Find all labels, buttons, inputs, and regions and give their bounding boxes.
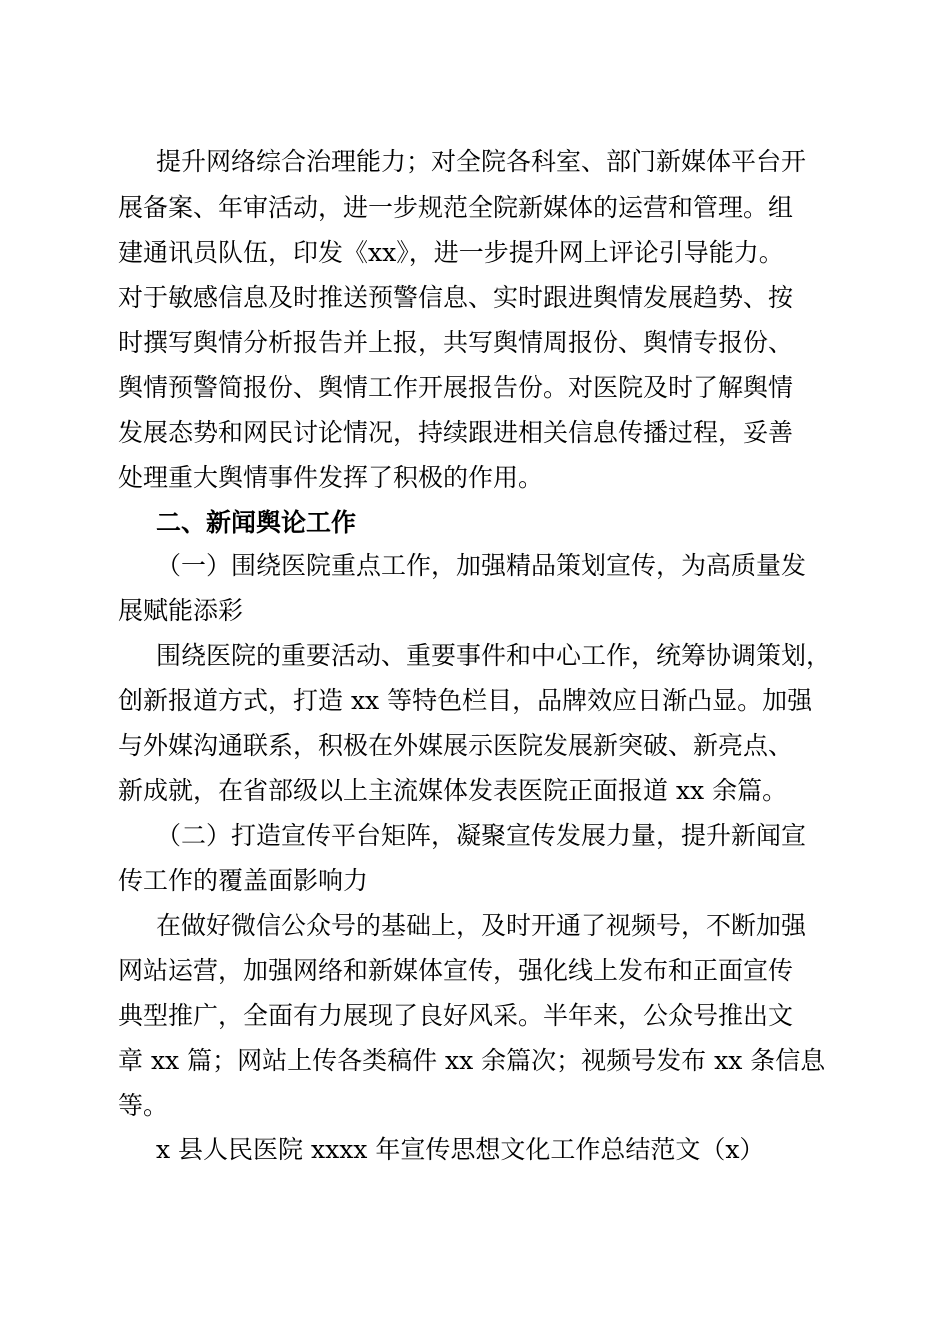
paragraph-line — [0, 368, 950, 408]
paragraph-line — [0, 458, 950, 498]
text-line: 围绕医院的重要活动、重要事件和中心工作，统筹协调策划， — [156, 641, 832, 670]
paragraph-line — [0, 906, 950, 946]
paragraph-line — [0, 636, 950, 676]
text-line: 与外媒沟通联系，积极在外媒展示医院发展新突破、新亮点、 — [118, 731, 794, 760]
text-line: 网站运营，加强网络和新媒体宣传，强化线上发布和正面宣传 — [118, 956, 794, 985]
text-line: （一）围绕医院重点工作，加强精品策划宣传，为高质量发 — [156, 551, 807, 580]
paragraph-line — [0, 278, 950, 318]
paragraph-line — [0, 726, 950, 766]
paragraph-line — [0, 951, 950, 991]
subsection-heading-line — [0, 591, 950, 631]
paragraph-line — [0, 1041, 950, 1081]
text-line: 传工作的覆盖面影响力 — [118, 866, 369, 895]
text-line: 等。 — [118, 1091, 169, 1120]
paragraph-line — [0, 188, 950, 228]
text-line: 展备案、年审活动，进一步规范全院新媒体的运营和管理。组 — [118, 193, 794, 222]
text-line: 提升网络综合治理能力；对全院各科室、部门新媒体平台开 — [156, 147, 807, 176]
text-line: （二）打造宣传平台矩阵，凝聚宣传发展力量，提升新闻宣 — [156, 821, 807, 850]
paragraph-line — [0, 771, 950, 811]
text-line: 在做好微信公众号的基础上，及时开通了视频号，不断加强 — [156, 911, 807, 940]
section-heading — [0, 503, 950, 543]
paragraph-line — [0, 681, 950, 721]
text-line: 典型推广，全面有力展现了良好风采。半年来，公众号推出文 — [118, 1001, 794, 1030]
title-text: x 县人民医院 xxxx 年宣传思想文化工作总结范文（x） — [156, 1135, 765, 1164]
paragraph-line — [0, 142, 950, 182]
text-line: 新成就，在省部级以上主流媒体发表医院正面报道 xx 余篇。 — [118, 776, 788, 805]
text-line: 处理重大舆情事件发挥了积极的作用。 — [118, 463, 544, 492]
text-line: 创新报道方式，打造 xx 等特色栏目，品牌效应日渐凸显。加强 — [118, 686, 813, 715]
heading-text: 二、新闻舆论工作 — [156, 508, 357, 537]
text-line: 对于敏感信息及时推送预警信息、实时跟进舆情发展趋势、按 — [118, 283, 794, 312]
subsection-heading-line — [0, 546, 950, 586]
text-line: 建通讯员队伍，印发《xx》，进一步提升网上评论引导能力。 — [118, 238, 784, 267]
text-line: 章 xx 篇；网站上传各类稿件 xx 余篇次；视频号发布 xx 条信息 — [118, 1046, 826, 1075]
text-line: 展赋能添彩 — [118, 596, 244, 625]
text-line: 舆情预警简报份、舆情工作开展报告份。对医院及时了解舆情 — [118, 373, 794, 402]
paragraph-line — [0, 996, 950, 1036]
subsection-heading-line — [0, 816, 950, 856]
subsection-heading-line — [0, 861, 950, 901]
paragraph-line — [0, 233, 950, 273]
text-line: 时撰写舆情分析报告并上报，共写舆情周报份、舆情专报份、 — [118, 328, 794, 357]
text-line: 发展态势和网民讨论情况，持续跟进相关信息传播过程，妥善 — [118, 418, 794, 447]
paragraph-line — [0, 1086, 950, 1126]
paragraph-line — [0, 323, 950, 363]
next-document-title — [0, 1130, 950, 1170]
paragraph-line — [0, 413, 950, 453]
